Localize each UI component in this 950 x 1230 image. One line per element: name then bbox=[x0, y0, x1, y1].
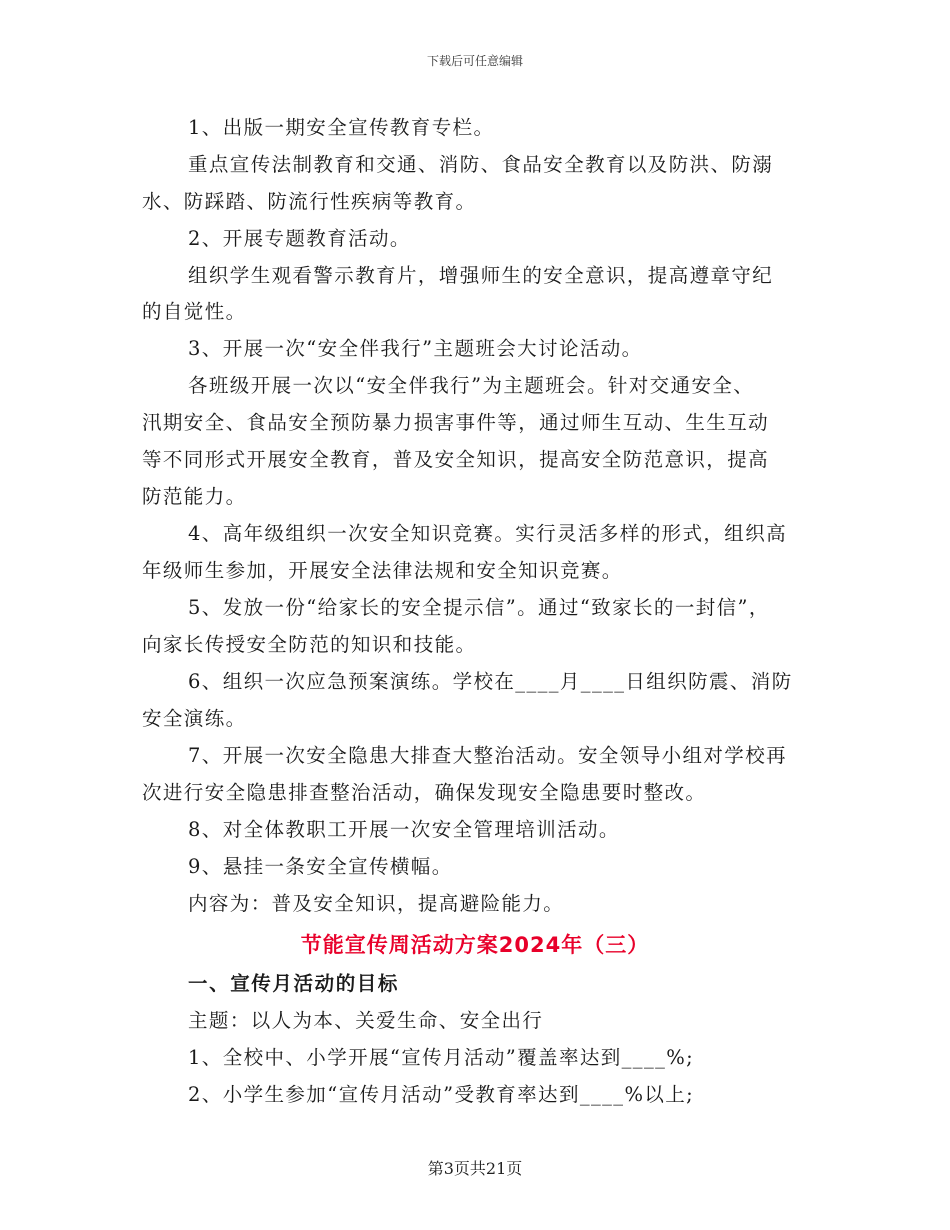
paragraph-line: 等不同形式开展安全教育，普及安全知识，提高安全防范意识，提高 bbox=[142, 448, 770, 471]
paragraph-line: 安全演练。 bbox=[142, 707, 247, 730]
paragraph-line: 各班级开展一次以“安全伴我行”为主题班会。针对交通安全、 bbox=[188, 374, 755, 397]
paragraph-line: 防范能力。 bbox=[142, 485, 247, 508]
list-item: 5、发放一份“给家长的安全提示信”。通过“致家长的一封信”， bbox=[188, 596, 770, 619]
paragraph-line: 重点宣传法制教育和交通、消防、食品安全教育以及防洪、防溺 bbox=[188, 153, 774, 176]
paragraph-line: 主题：以人为本、关爱生命、安全出行 bbox=[188, 1009, 544, 1032]
paragraph-line: 的自觉性。 bbox=[142, 300, 247, 323]
section-title: 节能宣传周活动方案2024年（三） bbox=[300, 933, 650, 957]
list-item: 2、小学生参加“宣传月活动”受教育率达到____%以上; bbox=[188, 1083, 695, 1106]
list-item: 3、开展一次“安全伴我行”主题班会大讨论活动。 bbox=[188, 337, 643, 360]
paragraph-line: 水、防踩踏、防流行性疾病等教育。 bbox=[142, 190, 477, 213]
paragraph-line: 内容为：普及安全知识，提高避险能力。 bbox=[188, 892, 565, 915]
page-header: 下载后可任意编辑 bbox=[426, 54, 523, 68]
paragraph-line: 次进行安全隐患排查整治活动，确保发现安全隐患要时整改。 bbox=[142, 781, 707, 804]
paragraph-line: 组织学生观看警示教育片，增强师生的安全意识，提高遵章守纪 bbox=[188, 264, 774, 287]
list-item: 1、全校中、小学开展“宣传月活动”覆盖率达到____%; bbox=[188, 1046, 695, 1069]
paragraph-line: 汛期安全、食品安全预防暴力损害事件等，通过师生互动、生生互动 bbox=[142, 411, 770, 434]
list-item: 4、高年级组织一次安全知识竞赛。实行灵活多样的形式，组织高 bbox=[188, 522, 788, 545]
list-item: 2、开展专题教育活动。 bbox=[188, 227, 411, 250]
list-item: 8、对全体教职工开展一次安全管理培训活动。 bbox=[188, 818, 620, 841]
list-item: 9、悬挂一条安全宣传横幅。 bbox=[188, 855, 453, 878]
paragraph-line: 年级师生参加，开展安全法律法规和安全知识竞赛。 bbox=[142, 559, 623, 582]
list-item: 1、出版一期安全宣传教育专栏。 bbox=[188, 116, 495, 139]
paragraph-line: 向家长传授安全防范的知识和技能。 bbox=[142, 633, 477, 656]
page-footer: 第3页共21页 bbox=[427, 1159, 523, 1178]
list-item: 7、开展一次安全隐患大排查大整治活动。安全领导小组对学校再 bbox=[188, 744, 788, 767]
list-item: 6、组织一次应急预案演练。学校在____月____日组织防震、消防 bbox=[188, 670, 793, 693]
section-heading: 一、宣传月活动的目标 bbox=[188, 972, 400, 995]
